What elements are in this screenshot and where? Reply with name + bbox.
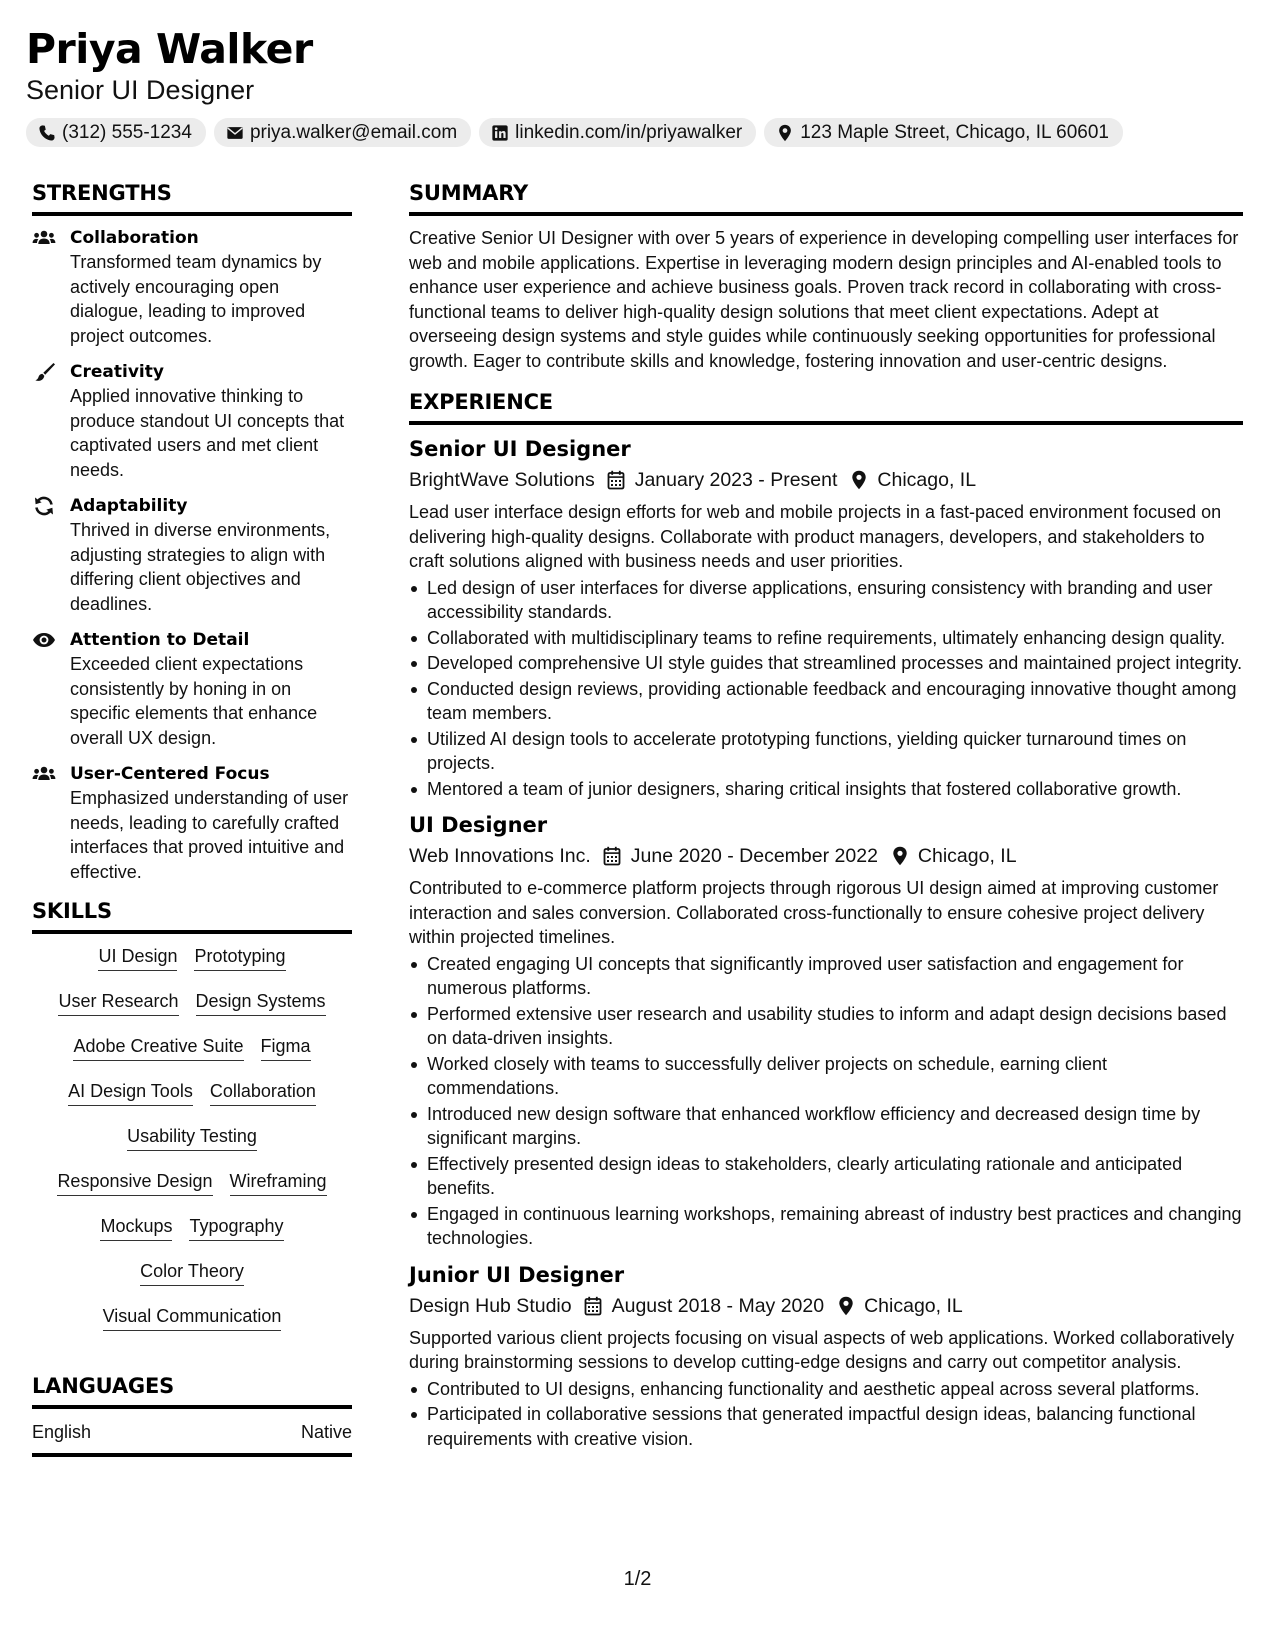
- job-bullet: Contributed to UI designs, enhancing functionality and aesthetic appeal across several platforms.: [409, 1377, 1243, 1402]
- job-dates: June 2020 - December 2022: [630, 845, 878, 867]
- skill-tag: Responsive Design: [57, 1169, 212, 1196]
- languages-list: [32, 1419, 352, 1445]
- job-bullet: Created engaging UI concepts that significantly improved user satisfaction and engagement for numerous platforms.: [409, 952, 1243, 1001]
- strengths-list: [32, 226, 352, 884]
- strength-icon-wrap: [32, 762, 70, 884]
- job-description: Supported various client projects focusing on visual aspects of web applications. Worked collaboratively during brainstorming sessions to develop cutting-edge designs and carry out competitor analysis.: [409, 1327, 1235, 1372]
- language-name: English: [32, 1422, 92, 1442]
- strength-item: [32, 226, 352, 348]
- right-column: [409, 178, 1243, 1461]
- job-company: Design Hub Studio: [409, 1294, 572, 1317]
- job-entry: [409, 435, 1243, 801]
- skill-row: [73, 1034, 310, 1079]
- skill-row: [127, 1124, 257, 1169]
- strength-title: Adaptability: [70, 496, 188, 516]
- contact-chip[interactable]: [479, 118, 756, 147]
- job-bullet: Collaborated with multidisciplinary teams to refine requirements, ultimately enhancing design quality.: [409, 626, 1243, 651]
- section-divider: [32, 1405, 352, 1409]
- language-level: Native: [300, 1422, 352, 1442]
- calendar-icon: [595, 470, 635, 490]
- skill-tag: Mockups: [100, 1214, 172, 1241]
- job-entry: [409, 1261, 1243, 1452]
- strength-description: Exceeded client expectations consistently by honing in on specific elements that enhance overall UX design.: [70, 654, 318, 748]
- skill-row: [140, 1259, 244, 1304]
- skill-row: [100, 1214, 283, 1259]
- job-location: Chicago, IL: [864, 1294, 963, 1317]
- strength-icon-wrap: [32, 628, 70, 750]
- map-pin-icon: [776, 124, 794, 142]
- strength-description: Transformed team dynamics by actively encouraging open dialogue, leading to improved project outcomes.: [70, 252, 322, 346]
- users-icon: [32, 764, 56, 784]
- skill-tag: Typography: [189, 1214, 283, 1241]
- skill-tag: Collaboration: [210, 1079, 316, 1106]
- summary-heading: SUMMARY: [409, 181, 529, 205]
- strength-title: User-Centered Focus: [70, 764, 270, 784]
- linkedin-icon: [491, 124, 509, 142]
- language-item: [32, 1419, 352, 1445]
- strength-item: [32, 762, 352, 884]
- job-description: Contributed to e-commerce platform projects through rigorous UI design aimed at improving customer interaction and sales conversion. Collaborated cross-functionally to ensure cohesive project delivery within projected timelines.: [409, 878, 1219, 947]
- skill-tag: Color Theory: [140, 1259, 244, 1286]
- contact-text: 123 Maple Street, Chicago, IL 60601: [800, 121, 1109, 143]
- left-column: [32, 178, 352, 1457]
- strengths-heading: STRENGTHS: [32, 181, 172, 205]
- skill-tag: Adobe Creative Suite: [73, 1034, 243, 1061]
- job-bullet: Developed comprehensive UI style guides that streamlined processes and maintained project integrity.: [409, 651, 1243, 676]
- job-location: Chicago, IL: [917, 845, 1017, 867]
- job-meta: [409, 1292, 1243, 1320]
- skill-row: [98, 944, 285, 989]
- job-bullets: [409, 952, 1243, 1251]
- candidate-name: Priya Walker: [26, 25, 313, 73]
- calendar-icon: [572, 1296, 612, 1316]
- strength-icon-wrap: [32, 226, 70, 348]
- candidate-role: Senior UI Designer: [26, 75, 255, 105]
- location-icon: [878, 846, 918, 866]
- job-bullets: [409, 576, 1243, 802]
- envelope-icon: [226, 124, 244, 142]
- experience-list: [409, 435, 1243, 1451]
- phone-icon: [38, 124, 56, 142]
- job-entry: [409, 811, 1243, 1251]
- users-icon: [32, 228, 56, 248]
- strength-title: Attention to Detail: [70, 630, 250, 650]
- job-location: Chicago, IL: [877, 469, 977, 491]
- job-bullet: Conducted design reviews, providing actionable feedback and encouraging innovative thought among team members.: [409, 677, 1243, 726]
- strength-title: Creativity: [70, 362, 164, 382]
- job-meta: [409, 842, 1243, 870]
- job-bullets: [409, 1377, 1243, 1452]
- eye-icon: [32, 630, 56, 650]
- contact-bar: [26, 118, 1256, 147]
- section-divider: [32, 930, 352, 934]
- job-meta: [409, 466, 1243, 494]
- strength-item: [32, 360, 352, 482]
- job-dates: August 2018 - May 2020: [611, 1294, 825, 1317]
- job-bullet: Introduced new design software that enhanced workflow efficiency and decreased design time by significant margins.: [409, 1102, 1243, 1151]
- contact-chip[interactable]: [26, 118, 206, 147]
- job-bullet: Participated in collaborative sessions that generated impactful design ideas, balancing functional requirements with creative vision.: [409, 1402, 1243, 1451]
- contact-chip[interactable]: [214, 118, 471, 147]
- job-bullet: Mentored a team of junior designers, sharing critical insights that fostered collaborative growth.: [409, 777, 1243, 802]
- skill-row: [57, 1169, 326, 1214]
- strength-body: [70, 494, 352, 616]
- experience-heading: EXPERIENCE: [409, 390, 553, 414]
- strength-description: Thrived in diverse environments, adjusting strategies to align with differing client objectives and deadlines.: [70, 520, 331, 614]
- strength-description: Emphasized understanding of user needs, leading to carefully crafted interfaces that proved intuitive and effective.: [70, 788, 349, 882]
- skill-tag: User Research: [58, 989, 178, 1016]
- strength-title: Collaboration: [70, 228, 199, 248]
- page-number: 1/2: [623, 1568, 652, 1590]
- contact-text: linkedin.com/in/priyawalker: [515, 121, 743, 143]
- skills-heading: SKILLS: [32, 899, 112, 923]
- strength-icon-wrap: [32, 360, 70, 482]
- strength-body: [70, 226, 352, 348]
- job-title: Junior UI Designer: [409, 1262, 625, 1287]
- skill-tag: Wireframing: [230, 1169, 327, 1196]
- contact-text: (312) 555-1234: [62, 121, 192, 143]
- calendar-icon: [591, 846, 631, 866]
- strength-icon-wrap: [32, 494, 70, 616]
- job-bullet: Worked closely with teams to successfully deliver projects on schedule, earning client commendations.: [409, 1052, 1243, 1101]
- skill-tag: Visual Communication: [103, 1304, 282, 1331]
- skill-row: [68, 1079, 316, 1124]
- job-title: Senior UI Designer: [409, 437, 631, 461]
- job-title: UI Designer: [409, 813, 548, 837]
- skill-tag: Design Systems: [196, 989, 326, 1016]
- paintbrush-icon: [32, 362, 56, 382]
- job-bullet: Effectively presented design ideas to stakeholders, clearly articulating rationale and anticipated benefits.: [409, 1152, 1243, 1201]
- skills-list: [32, 944, 352, 1349]
- language-level-bar: [32, 1453, 352, 1457]
- job-bullet: Performed extensive user research and usability studies to inform and adapt design decisions based on data-driven insights.: [409, 1002, 1243, 1051]
- job-bullet: Utilized AI design tools to accelerate prototyping functions, yielding quicker turnaround times on projects.: [409, 727, 1243, 776]
- skill-tag: Prototyping: [194, 944, 285, 971]
- contact-text: priya.walker@email.com: [249, 121, 458, 143]
- contact-chip[interactable]: [764, 118, 1123, 147]
- section-divider: [32, 212, 352, 216]
- skill-tag: AI Design Tools: [68, 1079, 193, 1106]
- job-company: Web Innovations Inc.: [409, 845, 591, 867]
- job-dates: January 2023 - Present: [634, 469, 838, 491]
- languages-heading: LANGUAGES: [32, 1374, 175, 1398]
- sync-icon: [32, 496, 56, 516]
- strength-description: Applied innovative thinking to produce standout UI concepts that captivated users and met client needs.: [70, 386, 345, 480]
- strength-item: [32, 494, 352, 616]
- resume-header: [26, 24, 1256, 147]
- location-icon: [824, 1296, 864, 1316]
- skill-tag: Figma: [261, 1034, 311, 1061]
- strength-body: [70, 628, 352, 750]
- strength-item: [32, 628, 352, 750]
- skill-tag: Usability Testing: [127, 1124, 257, 1151]
- job-bullet: Engaged in continuous learning workshops, remaining abreast of industry best practices and changing technologies.: [409, 1202, 1243, 1251]
- skill-tag: UI Design: [98, 944, 177, 971]
- job-bullet: Led design of user interfaces for diverse applications, ensuring consistency with branding and user accessibility standards.: [409, 576, 1243, 625]
- location-icon: [837, 470, 877, 490]
- section-divider: [409, 212, 1243, 216]
- job-company: BrightWave Solutions: [409, 469, 595, 491]
- skill-row: [58, 989, 325, 1034]
- skill-row: [103, 1304, 282, 1349]
- summary-text: Creative Senior UI Designer with over 5 years of experience in developing compelling user interfaces for web and mobile applications. Expertise in leveraging modern design principles and AI-enabled tools to enhance user experience and achieve business goals. Proven track record in collaborating with cross-functional teams to deliver high-quality design solutions that meet client expectations. Adept at overseeing design systems and style guides while continuously seeking opportunities for professional growth. Eager to contribute skills and knowledge, fostering innovation and user-centric designs.: [409, 228, 1239, 371]
- strength-body: [70, 360, 352, 482]
- section-divider: [409, 421, 1243, 425]
- strength-body: [70, 762, 352, 884]
- job-description: Lead user interface design efforts for web and mobile projects in a fast-paced environment focused on delivering high-quality designs. Collaborate with product managers, developers, and stakeholders to craft solutions aligned with business needs and user priorities.: [409, 502, 1222, 571]
